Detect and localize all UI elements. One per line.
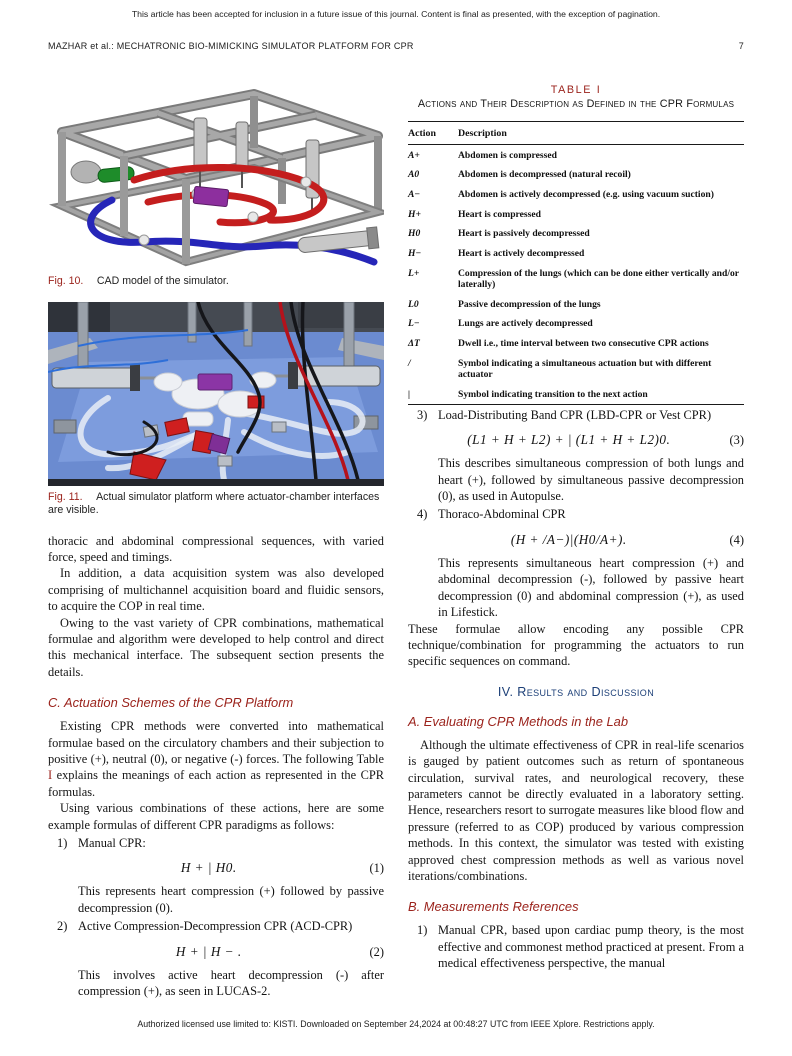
figure-10-caption: CAD model of the simulator.: [96, 275, 229, 287]
paragraph-data-acquisition: In addition, a data acquisition system was also developed comprising of multichannel acquisition board and fluidic sensors, to acquire the COP in real time.: [48, 566, 384, 614]
table-1: [408, 84, 744, 405]
list-item-3-title: Load-Distributing Band CPR (LBD-CPR or Vest CPR): [438, 407, 712, 422]
table-cell-action: H−: [408, 248, 422, 260]
table-cell-action: H+: [408, 208, 421, 220]
table-row: [408, 353, 744, 384]
equation-4: [408, 532, 744, 548]
left-column: [48, 84, 384, 999]
figure-11-caption: Actual simulator platform where actuator-chamber interfaces are visible.: [48, 490, 380, 516]
table-header-row: [408, 122, 744, 145]
table-cell-action: /: [408, 357, 411, 369]
table-row: [408, 384, 744, 404]
table-ref-link[interactable]: I: [48, 768, 53, 783]
table-header-action: Action: [408, 122, 458, 145]
table-cell-action: A+: [408, 149, 420, 161]
figure-10: [48, 84, 384, 289]
table-cell-description: Heart is passively decompressed: [458, 228, 590, 240]
table-row: [408, 204, 744, 224]
list-item-b1-text: Manual CPR, based upon cardiac pump theory, is the most effective and commonest method practiced at present. From a medical effectiveness perspective, the manual: [438, 923, 744, 971]
list-item-3-description: This describes simultaneous compression of both lungs and heart (+), followed by simultaneous passive decompression (0), as used in Autopulse.: [438, 456, 744, 504]
table-1-grid: [408, 121, 744, 405]
list-item-4: [408, 506, 744, 522]
simulator-photo: [48, 302, 384, 486]
running-head-title: MAZHAR et al.: MECHATRONIC BIO-MIMICKING SIMULATOR PLATFORM FOR CPR: [48, 41, 414, 51]
section-a-heading: A. Evaluating CPR Methods in the Lab: [408, 713, 628, 729]
equation-3-number: (3): [729, 433, 744, 448]
list-item-1-number: 1): [57, 836, 68, 850]
section-c-heading: C. Actuation Schemes of the CPR Platform: [48, 695, 294, 711]
list-item-4-description: This represents simultaneous heart compression (+) and abdominal decompression (-), followed by passive heart decompression (0) and abdominal compression (+), as used in Lifestick.: [438, 555, 744, 620]
table-cell-description: Lungs are actively decompressed: [458, 318, 593, 330]
figure-11-label: Fig. 11.: [48, 490, 83, 503]
table-cell-action: |: [408, 388, 411, 400]
equation-1-number: (1): [369, 861, 384, 876]
paragraph-formulae-closing: These formulae allow encoding any possible CPR technique/combination for programming the actuators to run specific sequences on command.: [408, 621, 744, 669]
paragraph-evaluating-cpr: Although the ultimate effectiveness of CPR in real-life scenarios is gauged by patient outcomes such as return of spontaneous circulation, survival rates, and neurological recovery, these parameters cannot be directly evaluated in a laboratory setting. Hence, researchers resort to surrogate measures like blood flow and pressure (referred to as COP) produced by various compression methods. In this context, the simulator was tested with existing approved chest compression methods as well as various novel iterations/combinations.: [408, 737, 744, 883]
list-item-2-title: Active Compression-Decompression CPR (ACD-CPR): [78, 919, 353, 934]
table-row: [408, 294, 744, 314]
equation-4-body: (H + /A−)|(H0/A+).: [510, 531, 627, 547]
table-cell-description: Symbol indicating a simultaneous actuation but with different actuator: [458, 357, 712, 380]
table-cell-description: Passive decompression of the lungs: [458, 298, 601, 310]
list-item-2: [48, 918, 384, 934]
table-row: [408, 165, 744, 185]
table-cell-action: H0: [408, 228, 421, 240]
table-row: [408, 184, 744, 204]
figure-10-label: Fig. 10.: [48, 275, 84, 287]
section-b-heading: B. Measurements References: [408, 899, 579, 915]
cad-model-image: [48, 84, 384, 270]
page-number: 7: [738, 41, 744, 51]
figure-10-caption-row: [48, 275, 384, 289]
acceptance-notice: This article has been accepted for inclusion in a future issue of this journal. Content is final as presented, with the exception of pagination.: [131, 9, 661, 19]
equation-1-body: H + | H0.: [180, 860, 237, 876]
paragraph-existing-methods: [48, 718, 384, 800]
table-header-description: Description: [458, 122, 744, 145]
equation-2-body: H + | H − .: [175, 943, 242, 959]
equation-1: [48, 860, 384, 876]
paragraph-using-combinations: Using various combinations of these actions, here are some example formulas of different CPR paradigms as follows:: [48, 801, 384, 832]
equation-4-number: (4): [729, 532, 744, 547]
paragraph-continuation: thoracic and abdominal compressional sequences, with varied force, speed and timings.: [48, 533, 384, 564]
paragraph-existing-post: explains the meanings of each action as represented in the CPR formulas.: [48, 768, 384, 799]
table-cell-action: L+: [408, 267, 420, 279]
table-cell-action: A0: [408, 169, 420, 181]
table-cell-description: Symbol indicating transition to the next action: [458, 388, 648, 400]
list-item-1-title: Manual CPR:: [78, 836, 146, 850]
section-iv-heading: IV. Results and Discussion: [497, 684, 655, 699]
list-item-b1: [408, 922, 744, 971]
running-head: [48, 41, 744, 51]
table-row: [408, 314, 744, 334]
photo-purple-chamber: [198, 374, 232, 390]
cad-purple-chamber: [193, 186, 229, 206]
table-cell-description: Compression of the lungs (which can be done either vertically and/or laterally): [458, 267, 739, 290]
list-item-b1-number: 1): [417, 923, 428, 938]
table-cell-action: L−: [408, 318, 420, 330]
table-1-caption: Actions and Their Description as Defined in the CPR Formulas: [417, 98, 735, 110]
figure-11: [48, 302, 384, 518]
right-column: [408, 84, 744, 972]
list-item-1-description: This represents heart compression (+) followed by passive decompression (0).: [78, 884, 384, 915]
table-row: [408, 263, 744, 294]
equation-2: [48, 944, 384, 960]
list-item-3: [408, 407, 744, 423]
table-cell-description: Dwell i.e., time interval between two consecutive CPR actions: [458, 338, 709, 350]
table-row: [408, 244, 744, 264]
table-row: [408, 334, 744, 354]
list-item-3-number: 3): [417, 407, 428, 422]
paragraph-existing-pre: Existing CPR methods were converted into mathematical formulae based on the circulatory chambers and their subjection to positive (+), neutral (0), or negative (-) forces. The following Table: [48, 719, 384, 766]
paragraph-owing: Owing to the vast variety of CPR combinations, mathematical formulae and algorithm were developed to help control and direct this mechanical interface. The subsequent section presents the details.: [48, 615, 384, 679]
list-item-2-description: This involves active heart decompression (-) after compression (+), as seen in LUCAS-2.: [78, 967, 384, 999]
table-row: [408, 145, 744, 165]
table-cell-description: Abdomen is decompressed (natural recoil): [458, 169, 631, 181]
list-item-4-number: 4): [417, 507, 428, 522]
list-item-2-number: 2): [57, 919, 68, 934]
table-cell-description: Heart is compressed: [458, 208, 541, 220]
table-cell-description: Abdomen is compressed: [458, 149, 557, 161]
table-cell-action: ΔT: [408, 338, 420, 350]
figure-11-caption-row: [48, 491, 384, 518]
table-cell-action: A−: [408, 188, 421, 200]
table-row: [408, 224, 744, 244]
table-cell-description: Abdomen is actively decompressed (e.g. using vacuum suction): [458, 188, 714, 200]
list-item-1: [48, 835, 384, 851]
equation-2-number: (2): [369, 944, 384, 959]
equation-3: [408, 432, 744, 448]
license-footer: Authorized licensed use limited to: KISTI. Downloaded on September 24,2024 at 00:48:27 UTC from IEEE Xplore. Restrictions apply.: [137, 1019, 655, 1029]
list-item-4-title: Thoraco-Abdominal CPR: [438, 507, 566, 522]
table-1-title: TABLE I: [550, 84, 602, 96]
cad-motor: [71, 161, 101, 183]
photo-bg-shadow-right: [298, 302, 384, 328]
equation-3-body: (L1 + H + L2) + | (L1 + H + L2)0.: [467, 432, 671, 448]
photo-bottom-edge: [48, 479, 384, 486]
table-cell-action: L0: [408, 298, 419, 310]
table-cell-description: Heart is actively decompressed: [458, 248, 585, 260]
